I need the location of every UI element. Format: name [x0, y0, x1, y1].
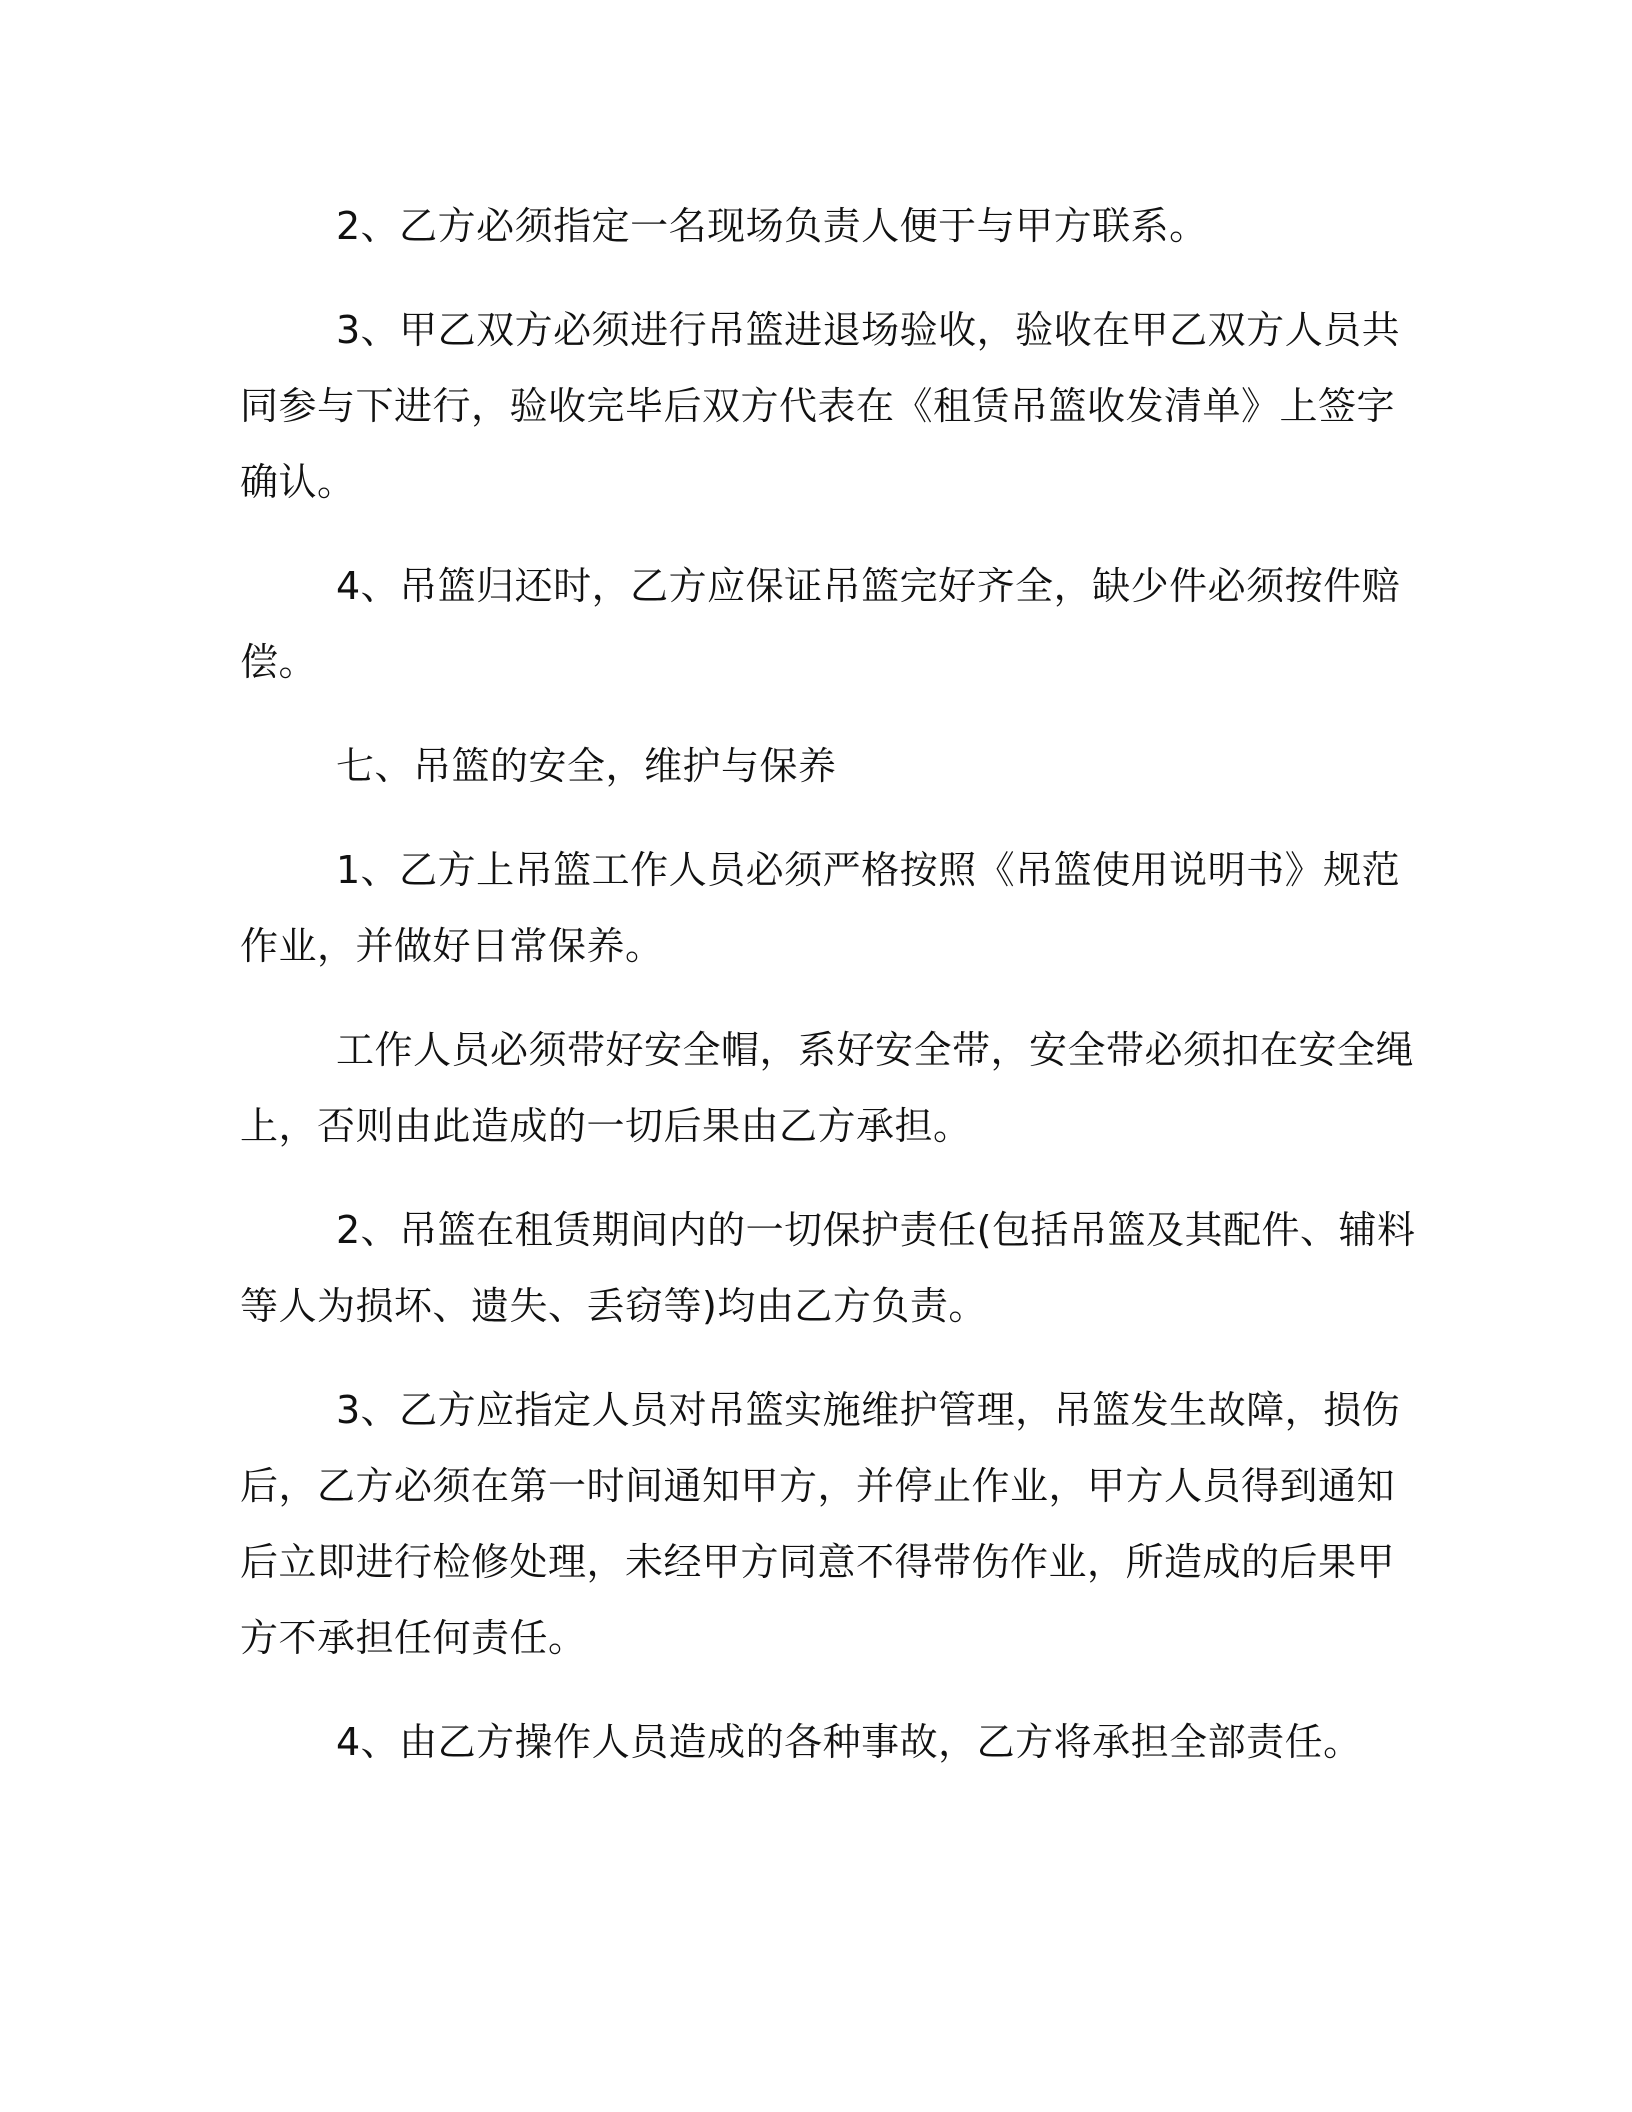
- document-body: [240, 188, 1420, 1808]
- paragraph-4-return: 4、吊篮归还时，乙方应保证吊篮完好齐全，缺少件必须按件赔偿。: [240, 564, 1401, 684]
- paragraph-4-liability: 4、由乙方操作人员造成的各种事故，乙方将承担全部责任。: [336, 1720, 1362, 1764]
- paragraph-3-acceptance: 3、甲乙双方必须进行吊篮进退场验收，验收在甲乙双方人员共同参与下进行，验收完毕后双方代表在《租赁吊篮收发清单》上签字确认。: [240, 308, 1401, 504]
- paragraph-3-maintenance: 3、乙方应指定人员对吊篮实施维护管理，吊篮发生故障，损伤后，乙方必须在第一时间通知甲方，并停止作业，甲方人员得到通知后立即进行检修处理，未经甲方同意不得带伤作业，所造成的后果甲方不承担任何责任。: [240, 1388, 1401, 1660]
- section-heading-safety: 七、吊篮的安全，维护与保养: [336, 744, 837, 788]
- paragraph-2-site-manager: 2、乙方必须指定一名现场负责人便于与甲方联系。: [336, 204, 1208, 248]
- paragraph-2-protection: 2、吊篮在租赁期间内的一切保护责任(包括吊篮及其配件、辅料等人为损坏、遗失、丢窃等)均由乙方负责。: [240, 1208, 1416, 1328]
- paragraph-1-operation: 1、乙方上吊篮工作人员必须严格按照《吊篮使用说明书》规范作业，并做好日常保养。: [240, 848, 1401, 968]
- paragraph-safety-gear: 工作人员必须带好安全帽，系好安全带，安全带必须扣在安全绳上，否则由此造成的一切后果由乙方承担。: [240, 1028, 1415, 1148]
